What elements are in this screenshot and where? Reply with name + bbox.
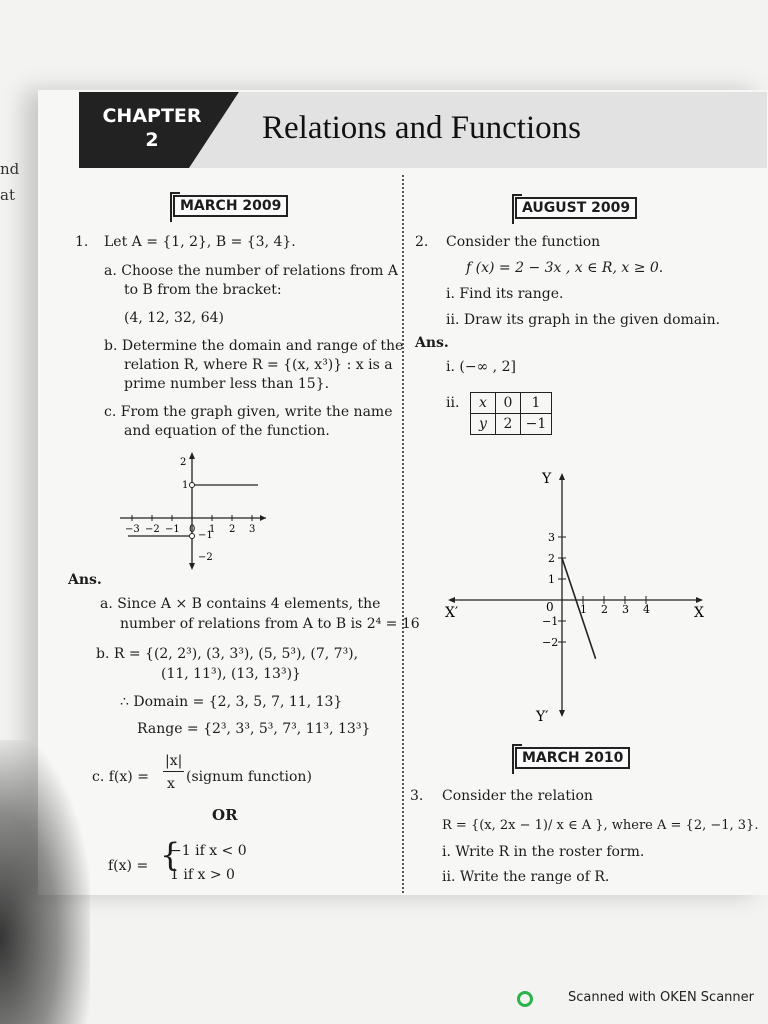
ans-b-line1: b. R = {(2, 2³), (3, 3³), (5, 5³), (7, 7³), — [96, 646, 359, 662]
signum-x-tick-label: 2 — [229, 524, 236, 535]
chapter-label — [92, 104, 212, 152]
graph-y-tick-label: 3 — [548, 531, 555, 544]
signum-x-tick-label: −2 — [145, 524, 160, 535]
graph-x-arrow-left — [448, 597, 455, 603]
q1b-line3: prime number less than 15}. — [124, 376, 330, 392]
q1a-line1: a. Choose the number of relations from A — [104, 263, 399, 279]
piecewise-lhs: f(x) = — [108, 858, 149, 874]
table-row — [471, 414, 552, 435]
graph-y-neg-axis-label: Y′ — [536, 709, 549, 725]
graph-y-tick-label: 2 — [548, 552, 555, 565]
ans-b-range: Range = {2³, 3³, 5³, 7³, 11³, 13³} — [137, 721, 371, 737]
q3-part-ii: ii. Write the range of R. — [442, 869, 610, 885]
graph-x-arrow-right — [696, 597, 703, 603]
signum-y-arrow-down — [189, 563, 195, 570]
signum-y-tick-neg2: −2 — [198, 552, 213, 563]
graph-x-tick-label: 3 — [622, 603, 629, 616]
q1-number: 1. — [75, 234, 89, 250]
edge-text-2: at — [0, 186, 15, 204]
q3-part-i: i. Write R in the roster form. — [442, 844, 645, 860]
signum-y-tick-2: 2 — [180, 457, 187, 468]
ans-a-line1: a. Since A × B contains 4 elements, the — [100, 596, 381, 612]
signum-x-tick-label: 0 — [189, 524, 196, 535]
graph-y-tick-label: −2 — [542, 636, 559, 649]
table-x-label: x — [471, 393, 496, 414]
table-x-0: 0 — [496, 393, 521, 414]
q3-intro: Consider the relation — [442, 788, 593, 804]
signum-open-point-upper — [190, 483, 195, 488]
graph-x-tick-label: 4 — [643, 603, 650, 616]
graph-y-axis-label: Y — [542, 471, 552, 487]
ans-c-denominator: x — [167, 776, 175, 792]
graph-x-ticks — [580, 596, 650, 616]
q3-relation: R = {(x, 2x − 1)/ x ∈ A }, where A = {2, −1, 3}. — [442, 818, 759, 833]
ans-a-line2: number of relations from A to B is 2⁴ = 16 — [120, 616, 420, 632]
q1-intro: Let A = {1, 2}, B = {3, 4}. — [104, 234, 296, 250]
q1b-line1: b. Determine the domain and range of the — [104, 338, 404, 354]
q3-number: 3. — [410, 788, 424, 804]
graph-y-arrow-up — [559, 473, 565, 480]
scanner-footer: Scanned with OKEN Scanner — [568, 990, 754, 1005]
q1a-line2: to B from the bracket: — [124, 282, 282, 298]
graph-x-axis-label: X — [694, 605, 704, 621]
table-y-1: −1 — [521, 414, 552, 435]
signum-y-arrow-up — [189, 452, 195, 459]
chapter-number: 2 — [145, 129, 159, 151]
signum-x-tick-label: −3 — [125, 524, 140, 535]
q2-part-i: i. Find its range. — [446, 286, 564, 302]
thumb-shadow — [0, 740, 90, 1024]
q1c-line2: and equation of the function. — [124, 423, 330, 439]
signum-y-tick-neg1: −1 — [198, 530, 213, 541]
ans-b-line2: (11, 11³), (13, 13³)} — [161, 666, 301, 682]
xy-value-table — [470, 392, 552, 435]
q1a-options: (4, 12, 32, 64) — [124, 310, 224, 326]
q2-number: 2. — [415, 234, 429, 250]
ans-b-domain: ∴ Domain = {2, 3, 5, 7, 11, 13} — [120, 694, 343, 710]
q2-part-ii: ii. Draw its graph in the given domain. — [446, 312, 721, 328]
q1-answer-label: Ans. — [68, 572, 102, 588]
signum-x-tick-label: 3 — [249, 524, 256, 535]
section-march-2009: MARCH 2009 — [173, 195, 288, 217]
q1b-line2: relation R, where R = {(x, x³)} : x is a — [124, 357, 393, 373]
graph-x-tick-label: 1 — [580, 603, 587, 616]
signum-x-tick-label: −1 — [165, 524, 180, 535]
or-separator: OR — [212, 806, 238, 824]
q2-answer-label: Ans. — [415, 335, 449, 351]
edge-text-1: nd — [0, 160, 20, 178]
function-line — [562, 558, 596, 659]
graph-origin-label: 0 — [546, 600, 554, 614]
linear-function-graph — [440, 465, 715, 730]
q2-function: f (x) = 2 − 3x , x ∈ R, x ≥ 0. — [466, 260, 664, 276]
piecewise-brace: { — [160, 836, 181, 874]
q2-ans-ii: ii. — [446, 395, 460, 411]
signum-x-tick-label: 1 — [209, 524, 216, 535]
graph-y-tick-label: −1 — [542, 615, 559, 628]
signum-graph — [118, 450, 268, 575]
column-divider — [402, 175, 404, 893]
table-y-0: 2 — [496, 414, 521, 435]
graph-y-arrow-down — [559, 710, 565, 717]
q1c-line1: c. From the graph given, write the name — [104, 404, 393, 420]
signum-x-arrow — [260, 515, 266, 521]
section-august-2009: AUGUST 2009 — [515, 197, 637, 219]
ans-c-prefix: c. f(x) = — [92, 769, 149, 785]
table-y-label: y — [471, 414, 496, 435]
chapter-title: Relations and Functions — [262, 110, 581, 146]
piecewise-case1: −1 if x < 0 — [170, 843, 247, 859]
table-row — [471, 393, 552, 414]
piecewise-case2: 1 if x > 0 — [170, 867, 235, 883]
oken-scanner-icon — [517, 991, 533, 1007]
ans-c-suffix: (signum function) — [186, 769, 312, 785]
signum-y-tick-1: 1 — [182, 480, 189, 491]
chapter-word: CHAPTER — [102, 105, 202, 127]
table-x-1: 1 — [521, 393, 552, 414]
graph-x-neg-axis-label: X′ — [445, 605, 459, 621]
q2-ans-i: i. (−∞ , 2] — [446, 359, 516, 375]
ans-c-numerator: |x| — [163, 752, 184, 772]
graph-y-tick-label: 1 — [548, 573, 555, 586]
graph-x-tick-label: 2 — [601, 603, 608, 616]
section-march-2010: MARCH 2010 — [515, 747, 630, 769]
q2-intro: Consider the function — [446, 234, 601, 250]
